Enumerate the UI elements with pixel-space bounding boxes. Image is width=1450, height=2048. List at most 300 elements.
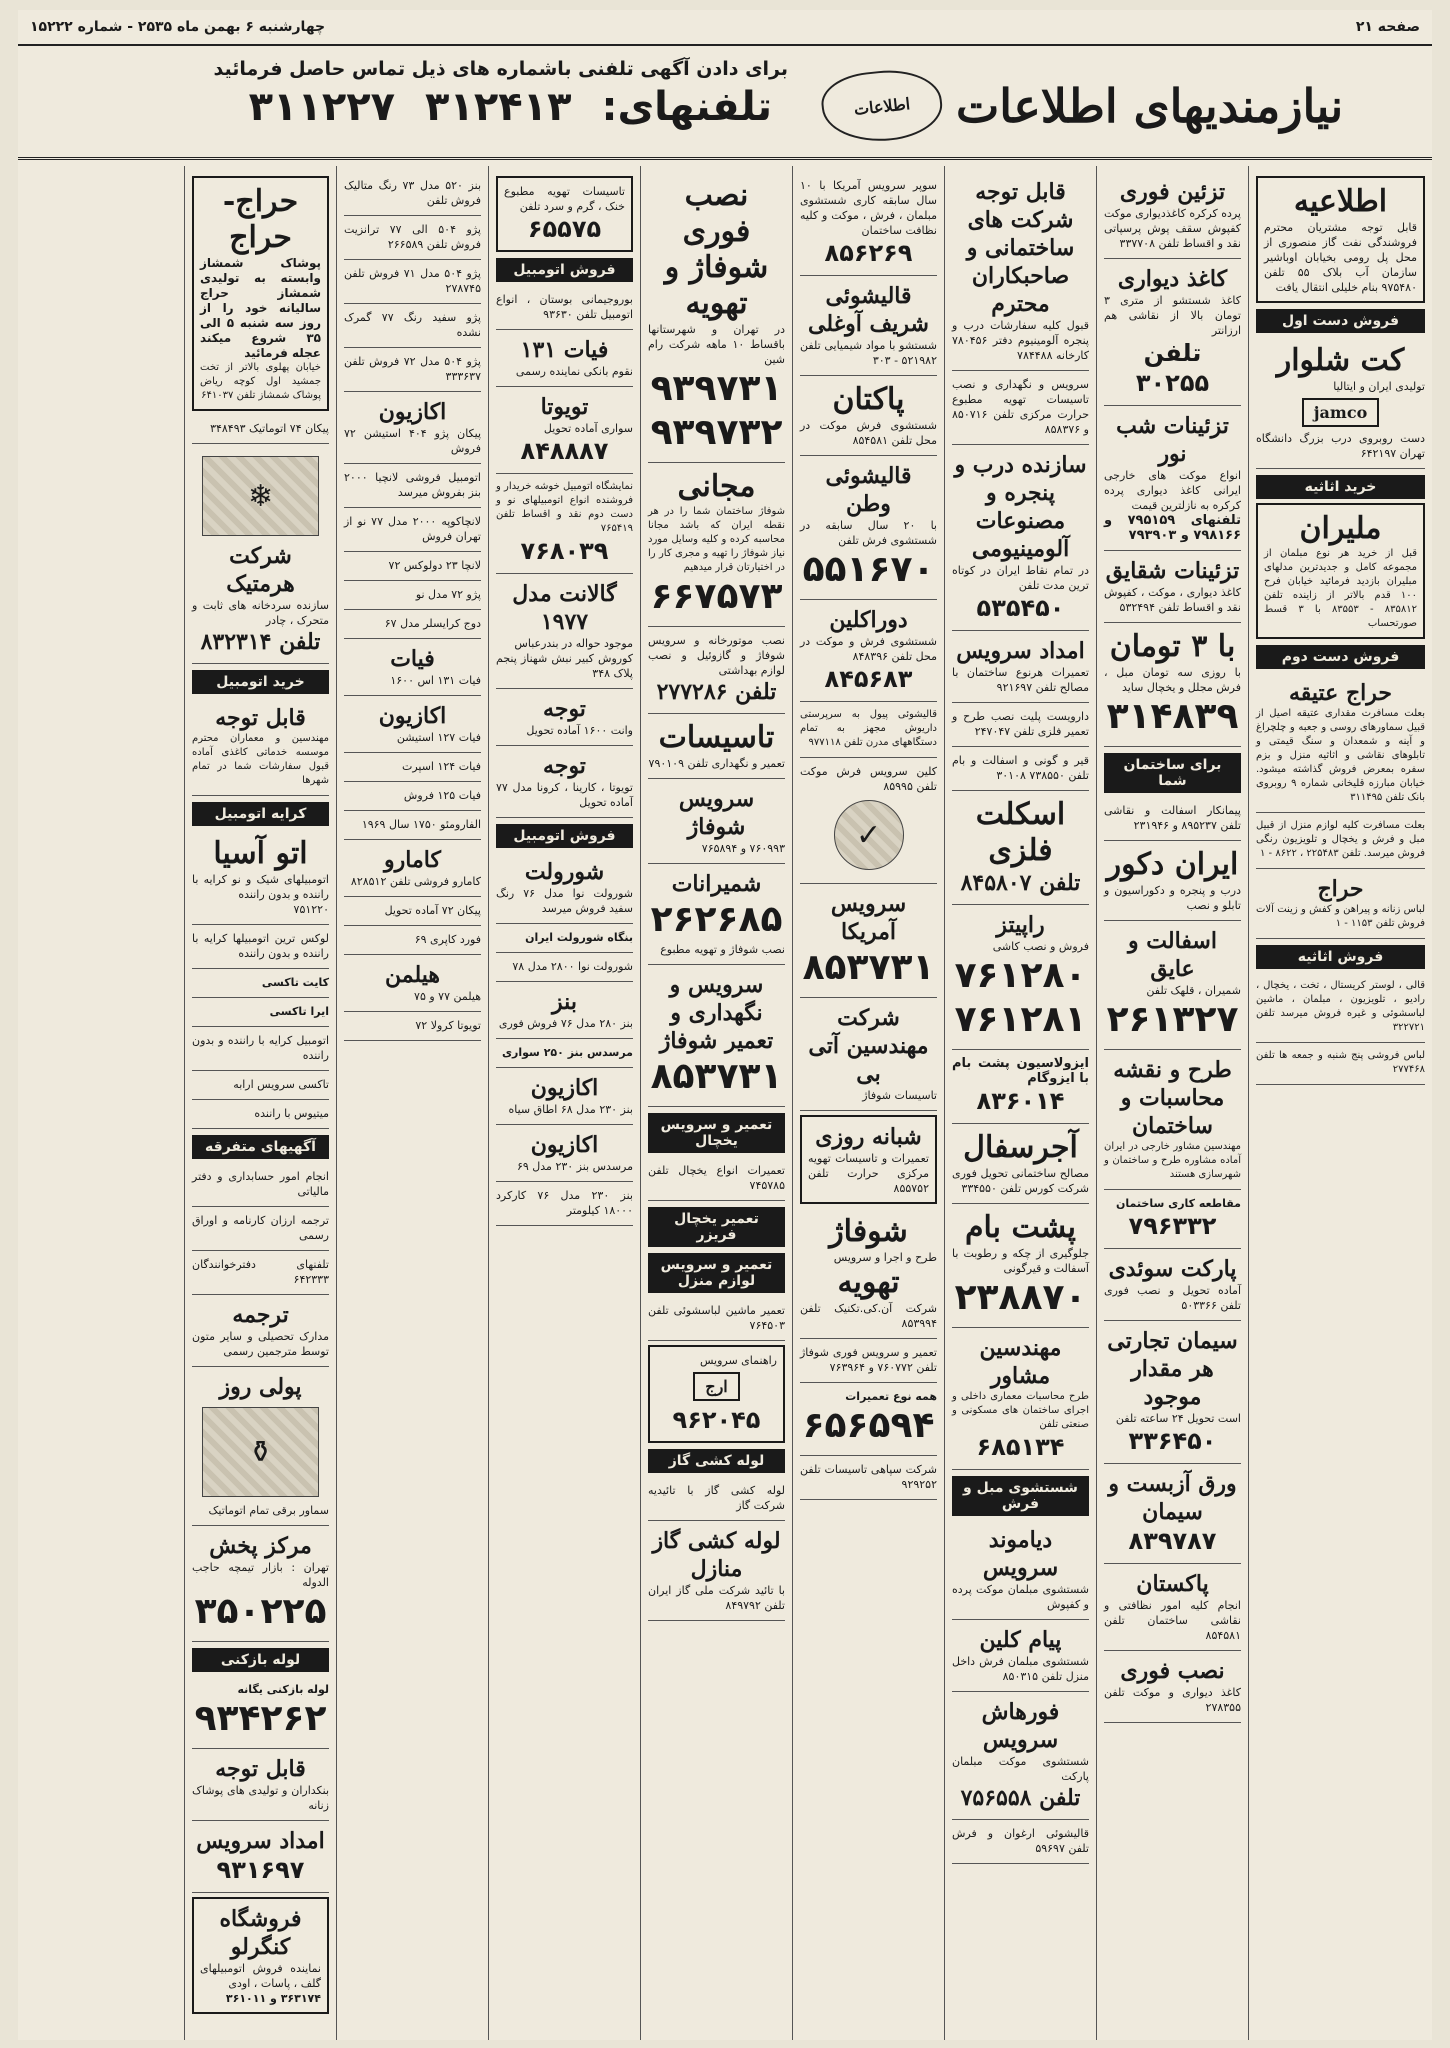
listing-text: انجام کلیه امور نظافتی و نقاشی ساختمان تلفن ۸۵۴۵۸۱: [1104, 1599, 1241, 1642]
listing-text: قالیشوئی پیول به سرپرستی داریوش مجهز به تمام دستگاههای مدرن تلفن ۹۷۷۱۱۸: [800, 709, 937, 748]
listing-title: اکازیون: [530, 1132, 599, 1158]
listing-text: تعمیر و نگهداری تلفن ۷۹۰۱۰۹: [648, 757, 785, 770]
listing-title: شوفاژ: [829, 1214, 908, 1249]
listing-text: موجود حواله در بندرعباس: [514, 637, 633, 650]
listing: [648, 965, 785, 1107]
listing: [1104, 406, 1241, 551]
listing-text: تعمیر ماشین لباسشوئی تلفن ۷۶۴۵۰۳: [648, 1304, 785, 1332]
listing: [648, 627, 785, 714]
listing: [1104, 1050, 1241, 1190]
listing-text: تویوتا ، کارینا ، کرونا مدل ۷۷ آماده تحویل: [496, 781, 633, 809]
listing-title: پیام کلین: [979, 1627, 1062, 1653]
listing-title: شرکت مهندسین آتی بی: [808, 1005, 929, 1087]
listing-title: نصب فوری: [1120, 1658, 1225, 1684]
column-9: [24, 166, 184, 2040]
listing: [1104, 1190, 1241, 1249]
column-7: [336, 166, 488, 2040]
listing: [496, 924, 633, 953]
listing-phone: ۸۵۶۲۶۹: [824, 239, 913, 267]
listing-text: پیکان پژو ۴۰۴ استیشن ۷۲ فروش: [344, 427, 482, 455]
listing-text: درب و پنجره و دکوراسیون و تابلو و نصب: [1104, 884, 1241, 912]
listing-text: با ۲۰ سال سابقه در شستشوی فرش تلفن: [800, 519, 937, 547]
listing-text: وانت ۱۶۰۰ آماده تحویل: [526, 724, 633, 737]
listing: [648, 1521, 785, 1621]
page-label: صفحه ۲۱: [1355, 19, 1420, 35]
certified-seal-icon: ✓: [834, 800, 904, 870]
listing-title: پاکستان: [1136, 1571, 1209, 1597]
listing: [952, 371, 1089, 445]
phone-banner: [88, 58, 788, 153]
listing: [344, 552, 481, 581]
listing: [344, 304, 481, 348]
listing: [800, 172, 937, 276]
listing-phone: ۳۱۴۸۳۹: [1106, 696, 1239, 737]
listing-title: پولی روز: [219, 1374, 302, 1400]
listing-title: پارکت سوئدی: [1108, 1256, 1237, 1282]
sale-text: بعلت مسافرت کلیه لوازم منزل از قبیل مبل و فرش و یخچال و تلویزیون رنگی فروش میرسد. تلفن ۲۲۵۴۸۳ ، ۸۶۲۲ - ۱: [1256, 820, 1425, 859]
listing-phone: ۷۵۱۲۲۰: [293, 903, 329, 916]
suit-ad: [1256, 337, 1425, 469]
listing-text: بوروجیمانی بوستان ، انواع اتومبیل تلفن ۹۳۶۳۰: [496, 293, 633, 321]
listing-text: فیات ۱۲۴ اسپرت: [401, 760, 481, 773]
listing-text: تعمیرات هرنوع ساختمان با مصالح تلفن ۹۲۱۶۹۷: [952, 666, 1089, 694]
listing: [192, 1027, 329, 1071]
listing: [344, 897, 481, 926]
listing-text: نمایشگاه اتومبیل خوشه خریدار و فروشنده انواع اتومبیلهای نو و دست دوم نقد و اقساط تلفن ۷۶۵۴۱۹: [496, 481, 633, 534]
listing-phone: ۸۳۹۷۸۷: [1128, 1527, 1217, 1555]
listing: [192, 1676, 329, 1749]
phone-number: ۳۱۲۴۱۳: [425, 84, 572, 130]
listing: [800, 1115, 937, 1204]
listing-text: لوکس ترین اتومبیلها کرایه با راننده و بدون راننده: [192, 932, 329, 960]
listing: [192, 444, 329, 664]
section-header: برای ساختمان شما: [1104, 753, 1241, 793]
phone-numbers: [88, 84, 788, 130]
listing-text: پژو ۵۰۴ الی ۷۷ ترانزیت فروش تلفن ۲۶۶۵۸۹: [344, 223, 481, 251]
listing: [648, 463, 785, 627]
listing-text: کامارو فروشی تلفن ۸۲۸۵۱۲: [350, 875, 481, 888]
listing: [952, 747, 1089, 791]
clothing-text: لباس فروشی پنج شنبه و جمعه ها تلفن ۲۷۷۴۶۸: [1256, 1050, 1425, 1075]
listing-phone: ۳۶۳۱۷۴ و ۳۶۱۰۱۱: [225, 1992, 321, 2005]
listing-title: توجه: [543, 696, 586, 722]
listing-text: نماینده فروش اتومبیلهای گلف ، پاسات ، اودی: [200, 1962, 321, 1990]
listing: [344, 782, 481, 811]
listing: [800, 1383, 937, 1456]
notice-ad: [1256, 176, 1425, 303]
listing-title: امداد سرویس: [196, 1828, 325, 1854]
listing: [800, 376, 937, 456]
listing-phone: تلفن ۳۰۲۵۵: [1135, 339, 1210, 397]
listing-text: سرویس و نگهداری و نصب تاسیسات تهویه مطبوع حرارت مرکزی تلفن ۸۵۰۷۱۶ و ۸۵۸۳۷۶: [952, 378, 1089, 436]
listing-text: شورولت نوا مدل ۷۶ رنگ سفید فروش میرسد: [496, 887, 634, 915]
listing-title: دوراکلین: [829, 607, 908, 633]
listing-title: مهندسین مشاور: [979, 1335, 1062, 1389]
listing: [952, 1820, 1089, 1864]
listing-title: مقاطعه کاری ساختمان: [1116, 1197, 1241, 1210]
masthead: [18, 50, 1432, 160]
listing-title: همه نوع تعمیرات: [845, 1390, 937, 1403]
listing-text: شرکت آن.کی.تکنیک تلفن ۸۵۳۹۹۴: [800, 1302, 937, 1330]
listing-text: تعمیرات و تاسیسات تهویه مرکزی حرارت تلفن ۸۵۵۷۵۲: [808, 1152, 929, 1195]
section-header: فروش اتومبیل: [496, 258, 633, 282]
listing-title: فیات ۱۳۱: [520, 337, 609, 363]
listing-text: الفارومئو ۱۷۵۰ سال ۱۹۶۹: [361, 818, 481, 831]
listing: [192, 998, 329, 1027]
listing: [344, 639, 481, 696]
column-2: [1096, 166, 1248, 2040]
listing-text: پوشاک شمشاز وابسته به تولیدی شمشاز حراج سالیانه خود را از روز سه شنبه ۵ الی ۳۵ شروع میکند عجله فرمائید: [200, 256, 322, 360]
harraj-ad: [1256, 869, 1425, 939]
listing: [648, 714, 785, 779]
listing-phone: ۳۵۰۲۲۵: [194, 1591, 327, 1632]
melliran-title: ملیران: [1299, 511, 1382, 546]
listing-text: نقوم بانکی نماینده رسمی: [515, 365, 633, 378]
listing: [344, 581, 481, 610]
section-header: شستشوی مبل و فرش: [952, 1476, 1089, 1516]
listing-phone: تلفنهای ۷۹۵۱۵۹ و ۷۹۸۱۶۶ و ۷۹۳۹۰۳: [1104, 513, 1241, 543]
phone-instruction: برای دادن آگهی تلفنی باشماره های ذیل تماس حاصل فرمائید: [213, 58, 788, 80]
listing-text: سازنده سردخانه های ثابت و متحرک ، چادر: [192, 599, 329, 627]
column-1: [1248, 166, 1432, 2040]
listing: [344, 508, 481, 552]
listing-title: تزئین فوری: [1119, 179, 1226, 205]
listing-text: تاکسی سرویس ارابه: [233, 1078, 329, 1091]
listing-title: قابل توجه: [215, 1756, 306, 1782]
listing-title: اسکلت فلزی: [975, 797, 1066, 868]
listing-title: ترجمه: [232, 1302, 289, 1328]
listing-text: شمیران ، قلهک تلفن: [1146, 984, 1241, 997]
listing-title: تاسیسات: [658, 720, 775, 755]
listing-text: ۷۶۰۹۹۳ و ۷۶۵۸۹۴: [701, 842, 785, 855]
listing-text: پیکان ۷۴ اتوماتیک ۳۴۸۴۹۳: [210, 422, 329, 435]
listing: [496, 286, 633, 330]
listing: [1104, 921, 1241, 1050]
listing-phone: ۷۶۱۲۸۰ ۷۶۱۲۸۱: [954, 955, 1087, 1040]
listing: [1104, 1249, 1241, 1321]
listing-phone: ۶۶۷۵۷۳: [650, 576, 783, 617]
listing-text: پژو ۷۲ مدل نو: [415, 588, 481, 601]
listing: [800, 600, 937, 702]
listing: [952, 1050, 1089, 1124]
listing-title: کایت تاکسی: [261, 976, 329, 989]
listing-text: مصالح ساختمانی تحویل فوری شرکت کورس تلفن ۳۳۴۵۵۰: [952, 1167, 1089, 1195]
listing-text: شورولت نوا ۲۸۰۰ مدل ۷۸: [512, 960, 633, 973]
listing-text: میتیوس با راننده: [254, 1107, 329, 1120]
listing: [496, 982, 633, 1039]
listing-title: اسفالت و عایق: [1128, 928, 1217, 982]
page-header: [18, 10, 1432, 46]
listing-title: گالانت مدل ۱۹۷۷: [512, 581, 617, 635]
listing-title: اکازیون: [530, 1075, 599, 1101]
listing: [192, 1100, 329, 1129]
listing-text: با روزی سه تومان مبل ، فرش مجلل و یخچال ساید: [1104, 666, 1241, 694]
listing-text: پژو ۵۰۴ مدل ۷۱ فروش تلفن ۲۷۸۷۴۵: [344, 267, 481, 295]
listing: [1104, 1564, 1241, 1651]
listing-phone: ۹۳۴۲۶۲: [194, 1698, 327, 1739]
listing-text: کاغذ دیواری و موکت تلفن ۲۷۸۳۵۵: [1104, 1686, 1241, 1714]
listing: [496, 330, 633, 387]
listing-text: قبول کلیه سفارشات درب و پنجره آلومینیوم دفتر ۷۸۰۴۵۶ کارخانه ۷۸۴۴۸۸: [952, 319, 1089, 362]
listing-text: فیات ۱۲۵ فروش: [403, 789, 481, 802]
section-header: آگهیهای متفرقه: [192, 1135, 329, 1159]
listing-text: انجام امور حسابداری و دفتر مالیاتی: [192, 1170, 329, 1198]
listing-text: سماور برقی تمام اتوماتیک: [208, 1504, 329, 1517]
listing-text: در تهران و شهرستانها باقساط ۱۰ ماهه شرکت رام شین: [648, 323, 785, 366]
listing: [952, 1204, 1089, 1328]
listing-text: نصب موتورخانه و سرویس شوفاژ و گازوئیل و نصب لوازم بهداشتی: [648, 634, 785, 677]
listing-text: دارویست پلیت نصب طرح و تعمیر فلزی تلفن ۲۴۷۰۴۷: [952, 710, 1089, 738]
listing-title: سیمان تجارتی هر مقدار موجود: [1107, 1328, 1238, 1410]
section-header: خرید اتومبیل: [192, 670, 329, 694]
listing-title: سازنده درب و پنجره و مصنوعات آلومینیومی: [954, 452, 1087, 562]
listing: [192, 1897, 329, 2014]
listing: [344, 926, 481, 955]
listing-title: ایرا تاکسی: [269, 1005, 329, 1018]
listing: [952, 1520, 1089, 1620]
notice-title: اطلاعیه: [1293, 184, 1388, 219]
listing: [1104, 797, 1241, 841]
listing: [192, 1821, 329, 1893]
listing: [496, 574, 633, 689]
section-header: کرایه اتومبیل: [192, 802, 329, 826]
listing: [192, 969, 329, 998]
listing: [344, 753, 481, 782]
listing-title: سرویس و نگهداری و تعمیر شوفاژ: [659, 972, 774, 1054]
listing-text: تویوتا کرولا ۷۲: [415, 1019, 481, 1032]
column-6: [488, 166, 640, 2040]
listing-text: قیر و گونی و اسفالت و بام تلفن ۷۳۸۵۵۰ ۳۰۱۰۸: [952, 754, 1089, 782]
listing-text: پژو ۵۰۴ مدل ۷۲ فروش تلفن ۳۳۳۶۳۷: [344, 355, 481, 383]
section-header: خرید اثاثیه: [1256, 475, 1425, 499]
listing-text: شوفاژ ساختمان شما را در هر نقطه ایران که باشد مجانا محاسبه کرده و کلیه وسایل مورد نیاز شوفاژ را تهیه و مجری کار را در اختیارتان قرار میدهیم: [648, 506, 785, 573]
listing-title: توجه: [543, 753, 586, 779]
listing: [192, 176, 329, 411]
suit-text: تولیدی ایران و ایتالیا: [1333, 380, 1425, 393]
listing: [344, 811, 481, 840]
listing-text: انواع موکت های خارجی ایرانی کاغذ دیواری پرده کرکره به نازلترین قیمت: [1104, 469, 1241, 512]
listing: [1104, 841, 1241, 921]
listing: [496, 474, 633, 574]
section-header: تعمیر و سرویس یخچال: [648, 1113, 785, 1153]
listing-title: اکازیون: [378, 703, 447, 729]
listing-text: تهران : بازار تیمچه حاجب الدوله: [192, 1561, 329, 1589]
listing-title: پشت بام: [964, 1210, 1077, 1245]
listing: [344, 610, 481, 639]
listing-phone: ۹۶۲۰۴۵: [672, 1406, 761, 1434]
listing-text: تعمیر و سرویس فوری شوفاژ تلفن ۷۶۰۷۷۲ و ۷۶۳۹۶۴: [800, 1346, 937, 1374]
listing-title: لوله بازکنی یگانه: [237, 1683, 329, 1696]
listing: [800, 998, 937, 1111]
listing-text: اتومبیل کرایه با راننده و بدون راننده: [192, 1034, 329, 1062]
listing: [952, 1124, 1089, 1204]
listing-text: پیکان ۷۲ آماده تحویل: [384, 904, 481, 917]
listing: [496, 953, 633, 982]
listing-text: شرکت سپاهی تاسیسات تلفن ۹۲۹۲۵۲: [800, 1463, 937, 1491]
furniture-sale-ad: [1256, 813, 1425, 869]
section-header: تعمیر یخچال فریزر: [648, 1207, 785, 1247]
listing-title: شرکت هرمتیک: [226, 543, 295, 597]
furniture-text: قالی ، لوستر کریستال ، تخت ، یخچال ، رادیو ، تلویزیون ، مبلمان ، ماشین لباسشوئی و غیره فروش میرسد تلفن ۳۲۲۷۲۱: [1256, 980, 1425, 1033]
listing-title: فروشگاه کنگرلو: [219, 1906, 302, 1960]
listing-title: ایران دکور: [1106, 847, 1239, 882]
listing: [192, 1071, 329, 1100]
listing: [952, 1692, 1089, 1820]
listing: [800, 276, 937, 376]
listing: [648, 1345, 785, 1443]
listing: [192, 925, 329, 969]
listing-phone: ۹۳۱۶۹۷: [216, 1856, 305, 1884]
column-4: [792, 166, 944, 2040]
listing-title: ورق آزبست و سیمان: [1108, 1471, 1237, 1525]
listing-phone: ۹۳۹۷۳۲: [650, 412, 783, 453]
listing-phone: تلفن ۸۳۲۳۱۴: [200, 629, 321, 655]
listing-text: فیات ۱۲۷ استیشن: [396, 731, 481, 744]
listing-title: شبانه روزی: [815, 1124, 922, 1150]
listing-text: مرسدس بنز ۲۳۰ مدل ۶۹: [516, 1160, 633, 1173]
listing-text: تاسیسات شوفاژ: [862, 1089, 937, 1102]
listing-text: مدارک تحصیلی و سایر متون توسط مترجمین رسمی: [192, 1330, 329, 1358]
listing-title: اکازیون: [378, 399, 447, 425]
listing-phone: تلفن ۷۵۶۵۵۸: [960, 1785, 1081, 1811]
listing-text: شستشوی فرش و موکت در محل تلفن ۸۴۸۳۹۶: [800, 635, 937, 663]
listing: [952, 791, 1089, 905]
listing: [952, 445, 1089, 631]
listing: [1104, 551, 1241, 623]
listing-title: لوله کشی گاز منازل: [652, 1528, 781, 1582]
listing-text: هیلمن ۷۷ و ۷۵: [414, 990, 481, 1003]
harraj-text: لباس زنانه و پیراهن و کفش و زینت آلات فروش تلفن ۱۱۵۳ - ۱: [1256, 904, 1425, 929]
listing-title: حراج-حراج: [222, 184, 299, 255]
dateline: چهارشنبه ۶ بهمن ماه ۲۵۳۵ - شماره ۱۵۲۲۲: [30, 19, 326, 35]
auction-text: بعلت مسافرت مقداری عتیقه اصیل از قبیل سماورهای روسی و جعبه و چلچراغ و آینه و شمعدان و سنگ قیمتی و تابلوهای نقاشی و اثاثیه منزل و بزم سفره بمعرض فروش گذاشته میشود. خیابان مبارزه قلیخانی شماره ۹ روبروی بانک تلفن ۳۱۱۴۹۵: [1256, 708, 1425, 803]
listing-text: شستشوی فرش موکت در محل تلفن ۸۵۴۵۸۱: [800, 419, 937, 447]
listing: [800, 456, 937, 600]
harraj-title: حراج: [1317, 876, 1364, 902]
samovar-image: ⚱: [202, 1407, 318, 1497]
listing-phone: ۲۳۸۸۷۰: [954, 1277, 1087, 1318]
listing-title: امداد سرویس: [956, 638, 1085, 664]
listing: [800, 1339, 937, 1383]
listing-text: سوپر سرویس آمریکا با ۱۰ سال سابقه کاری شستشوی مبلمان ، فرش ، موکت و کلیه نظافت ساختمان: [800, 179, 937, 237]
listing-title: طرح و نقشه محاسبات و ساختمان: [1113, 1057, 1232, 1139]
listing-phone: تلفن ۲۷۷۲۸۶: [656, 679, 777, 705]
listing-text: پژو سفید رنگ ۷۷ گمرک نشده: [344, 311, 481, 339]
listing: [192, 830, 329, 925]
listing-text: سواری آماده تحویل: [543, 422, 633, 435]
listing-text: بنکداران و تولیدی های پوشاک زنانه: [192, 1784, 329, 1812]
listing-title: راپیتز: [996, 912, 1045, 938]
listing: [800, 702, 937, 758]
listing-text: اتومبیل فروشی لانچیا ۲۰۰۰ بنز بفروش میرسد: [344, 471, 481, 499]
listing: [192, 698, 329, 796]
listing-text: تلفنهای دفترخوانندگان ۶۴۲۳۳۳: [192, 1258, 329, 1286]
listing-phone: ۸۵۳۷۳۱: [802, 947, 935, 988]
listing-title: آجرسفال: [963, 1130, 1078, 1165]
listing: [344, 955, 481, 1012]
melliran-ad: [1256, 503, 1425, 639]
listing: [952, 1328, 1089, 1470]
listing: [1104, 1321, 1241, 1464]
listing: [648, 1297, 785, 1341]
furniture-ad: [1256, 973, 1425, 1043]
listing: [1104, 259, 1241, 406]
listing-title: هیلمن: [385, 962, 440, 988]
newspaper-page: [18, 10, 1432, 2040]
listing-title: تویوتا: [540, 394, 589, 420]
listing: [192, 1251, 329, 1295]
listing: [344, 696, 481, 753]
section-header: تعمیر و سرویس لوازم منزل: [648, 1253, 785, 1293]
section-header: فروش اتومبیل: [496, 824, 633, 848]
listing: [952, 905, 1089, 1050]
phones-label: تلفنهای:: [601, 84, 772, 130]
listing-text: لانچا ۲۳ دولوکس ۷۲: [388, 559, 481, 572]
listing-title: قابل توجه: [215, 705, 306, 731]
listing-text: مهندسین و معماران محترم موسسه خدماتی کاغذی آماده قبول سفارشات شما در تمام شهرها: [192, 733, 329, 786]
listing-title: فورهاش سرویس: [981, 1699, 1060, 1753]
listing-phone: ۸۴۵۶۸۳: [824, 665, 913, 693]
section-header: لوله کشی گاز: [648, 1449, 785, 1473]
column-5: [640, 166, 792, 2040]
listing: [496, 746, 633, 818]
listing-text: بنز ۵۲۰ مدل ۷۳ رنگ متالیک فروش تلفن: [344, 179, 482, 207]
listing-text: لوله کشی گاز با تائیدیه شرکت گاز: [648, 1484, 785, 1512]
section-header: لوله بازکنی: [192, 1648, 329, 1672]
listing-text: آماده تحویل و نصب فوری تلفن ۵۰۳۳۶۶: [1104, 1284, 1241, 1312]
listing: [344, 1012, 481, 1041]
listing-text: بنز ۲۳۰ مدل ۷۶ کارکرد ۱۸۰۰۰ کیلومتر: [496, 1189, 633, 1217]
listing: [192, 1749, 329, 1821]
listing-text: فروش و نصب کاشی: [992, 940, 1089, 953]
listing: [344, 464, 481, 508]
listing: [192, 1367, 329, 1526]
listing-phone: تلفن ۸۴۵۸۰۷: [960, 870, 1081, 896]
listing-text: مهندسین مشاور خارجی در ایران آماده مشاوره طرح و ساختمان و شهرسازی هستند: [1104, 1141, 1241, 1180]
listing: [800, 884, 937, 998]
listing-title: قالیشوئی شریف آوغلی: [808, 283, 929, 337]
listing-text: راهنمای سرویس: [700, 1354, 777, 1367]
brand-logo: اطلاعات: [819, 64, 946, 146]
column-3: [944, 166, 1096, 2040]
listing: [952, 172, 1089, 371]
listing-phone: ۶۵۵۷۵: [527, 215, 602, 243]
listing: [496, 1125, 633, 1182]
listing-phone: ۷۶۸۰۳۹: [520, 537, 609, 565]
listing: [1104, 623, 1241, 747]
listing-text: جلوگیری از چکه و رطوبت با آسفالت و قیرگونی: [952, 1247, 1089, 1275]
listing-title: قابل توجه شرکت های ساختمانی و صاحبکاران محترم: [966, 179, 1075, 317]
listing-text: لانچاکوپه ۲۰۰۰ مدل ۷۷ نو از تهران فروش: [344, 515, 482, 543]
listing-text: پرده کرکره کاغذدیواری موکت کفپوش سقف پوش پرسپاتی نقد و اقساط تلفن ۳۳۷۷۰۸: [1103, 207, 1241, 250]
listing-text: بنگاه شورولت ایران: [525, 931, 633, 944]
listing-title: مجانی: [677, 469, 756, 504]
listing: [344, 840, 481, 897]
ad-columns: [18, 166, 1432, 2040]
listing-phone: ۷۹۶۳۳۲: [1128, 1212, 1217, 1240]
cold-storage-image: ❄: [202, 456, 318, 536]
section-header: فروش اثاثیه: [1256, 945, 1425, 969]
listing-text: کلین سرویس فرش موکت تلفن ۸۵۹۹۵: [800, 765, 937, 793]
listing-title: تهویه: [837, 1265, 900, 1300]
listing: [952, 1620, 1089, 1692]
listing: [192, 415, 329, 444]
listing: [648, 779, 785, 864]
listing: [496, 387, 633, 474]
listing: [496, 1068, 633, 1125]
listing-phone: ۹۳۹۷۳۱: [650, 368, 783, 409]
listing-text: طرح محاسبات معماری داخلی و اجرای ساختمان های مسکونی و صنعتی تلفن: [952, 1391, 1089, 1430]
